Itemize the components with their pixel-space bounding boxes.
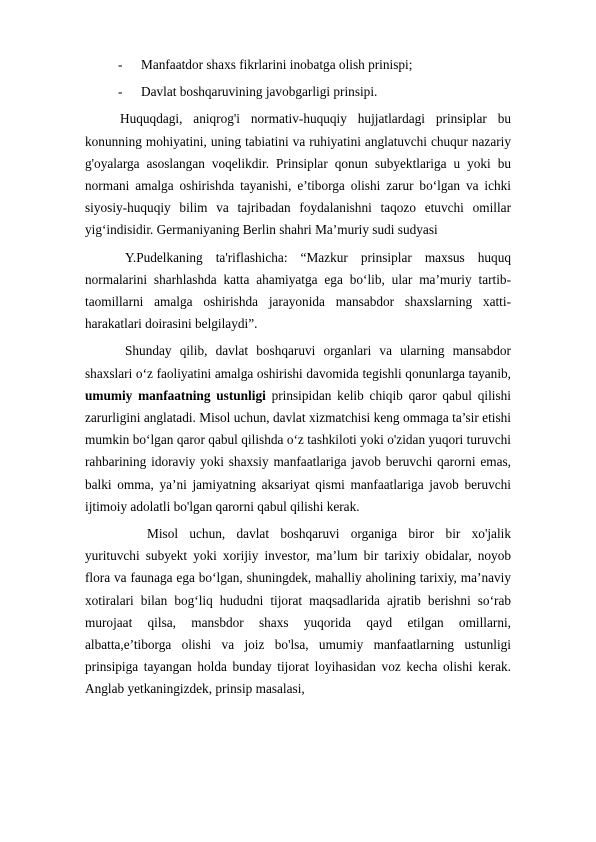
list-item-text: Davlat boshqaruvining javobgarligi prinsipi. [141, 84, 378, 100]
list-item-text: Manfaatdor shaxs fikrlarini inobatga olish prinispi; [141, 57, 413, 72]
paragraph-text: Shunday qilib, davlat boshqaruvi organlari va ularning mansabdor shaxslari o‘z faoliyatini amalga oshirishi davomida tegishli qonunlarga tayanib, [85, 343, 511, 381]
paragraph-text: prinsipidan kelib chiqib qaror qabul qilishi zarurligini anglatadi. Misol uchun, davlat xizmatchisi keng ommaga ta’sir etishi mumkin bo‘lgan qaror qabul qilishda o‘z tashkiloti yoki o'zidan yuqori turuvchi rahbarining idoraviy yoki shaxsiy manfaatlariga javob beruvchi qarorni emas, balki omma, ya’ni jamiyatning aksariyat qismi manfaatlariga javob beruvchi ijtimoiy adolatli bo'lgan qarorni qabul qilishi kerak. [85, 387, 511, 514]
list-item [85, 81, 511, 103]
list-dash: - [118, 57, 123, 72]
paragraph-public-interest [85, 340, 511, 518]
document-body [85, 54, 511, 701]
paragraph-principles-definition: Huquqdagi, aniqrog'i normativ-huquqiy hujjatlardagi prinsiplar bu konunning mohiyatini, uning tabiatini va ruhiyatini anglatuvchi chuqur nazariy g'oyalarga asoslangan voqelikdir. Prinsiplar qonun subyektlariga u yoki bu normani amalga oshirishda tayanishi, e’tiborga olishi zarur bo‘lgan va ichki siyosiy-huquqiy bilim va tajribadan foydalanishni taqozo etuvchi omillar yig‘indisidir. Germaniyaning Berlin shahri Ma’muriy sudi sudyasi [85, 111, 511, 238]
paragraph-example: Misol uchun, davlat boshqaruvi organiga biror bir xo'jalik yurituvchi subyekt yoki xorijiy investor, ma’lum bir tarixiy obidalar, noyob flora va faunaga ega bo‘lgan, shuningdek, mahalliy aholining tarixiy, ma’naviy xotiralari bilan bog‘liq hududni tijorat maqsadlarida ajratib berishni so‘rab murojaat qilsa, mansbdor shaxs yuqorida qayd etilgan omillarni, albatta,e’tiborga olishi va joiz bo'lsa, umumiy manfaatlarning ustunligi prinsipiga tayangan holda bunday tijorat loyihasidan voz kecha olishi kerak. Anglab yetkaningizdek, prinsip masalasi, [85, 526, 511, 697]
bold-term: umumiy manfaatning ustunligi [85, 387, 266, 403]
paragraph-pudelka-quote: Y.Pudelkaning ta'riflashicha: “Mazkur prinsiplar maxsus huquq normalarini sharhlashda katta ahamiyatga ega bo‘lib, ular ma’muriy tartib-taomillarni amalga oshirishda jarayonida mansabdor shaxslarning xatti-harakatlari doirasini belgilaydi”. [85, 249, 511, 332]
list-item [85, 54, 511, 76]
list-dash: - [118, 84, 123, 100]
